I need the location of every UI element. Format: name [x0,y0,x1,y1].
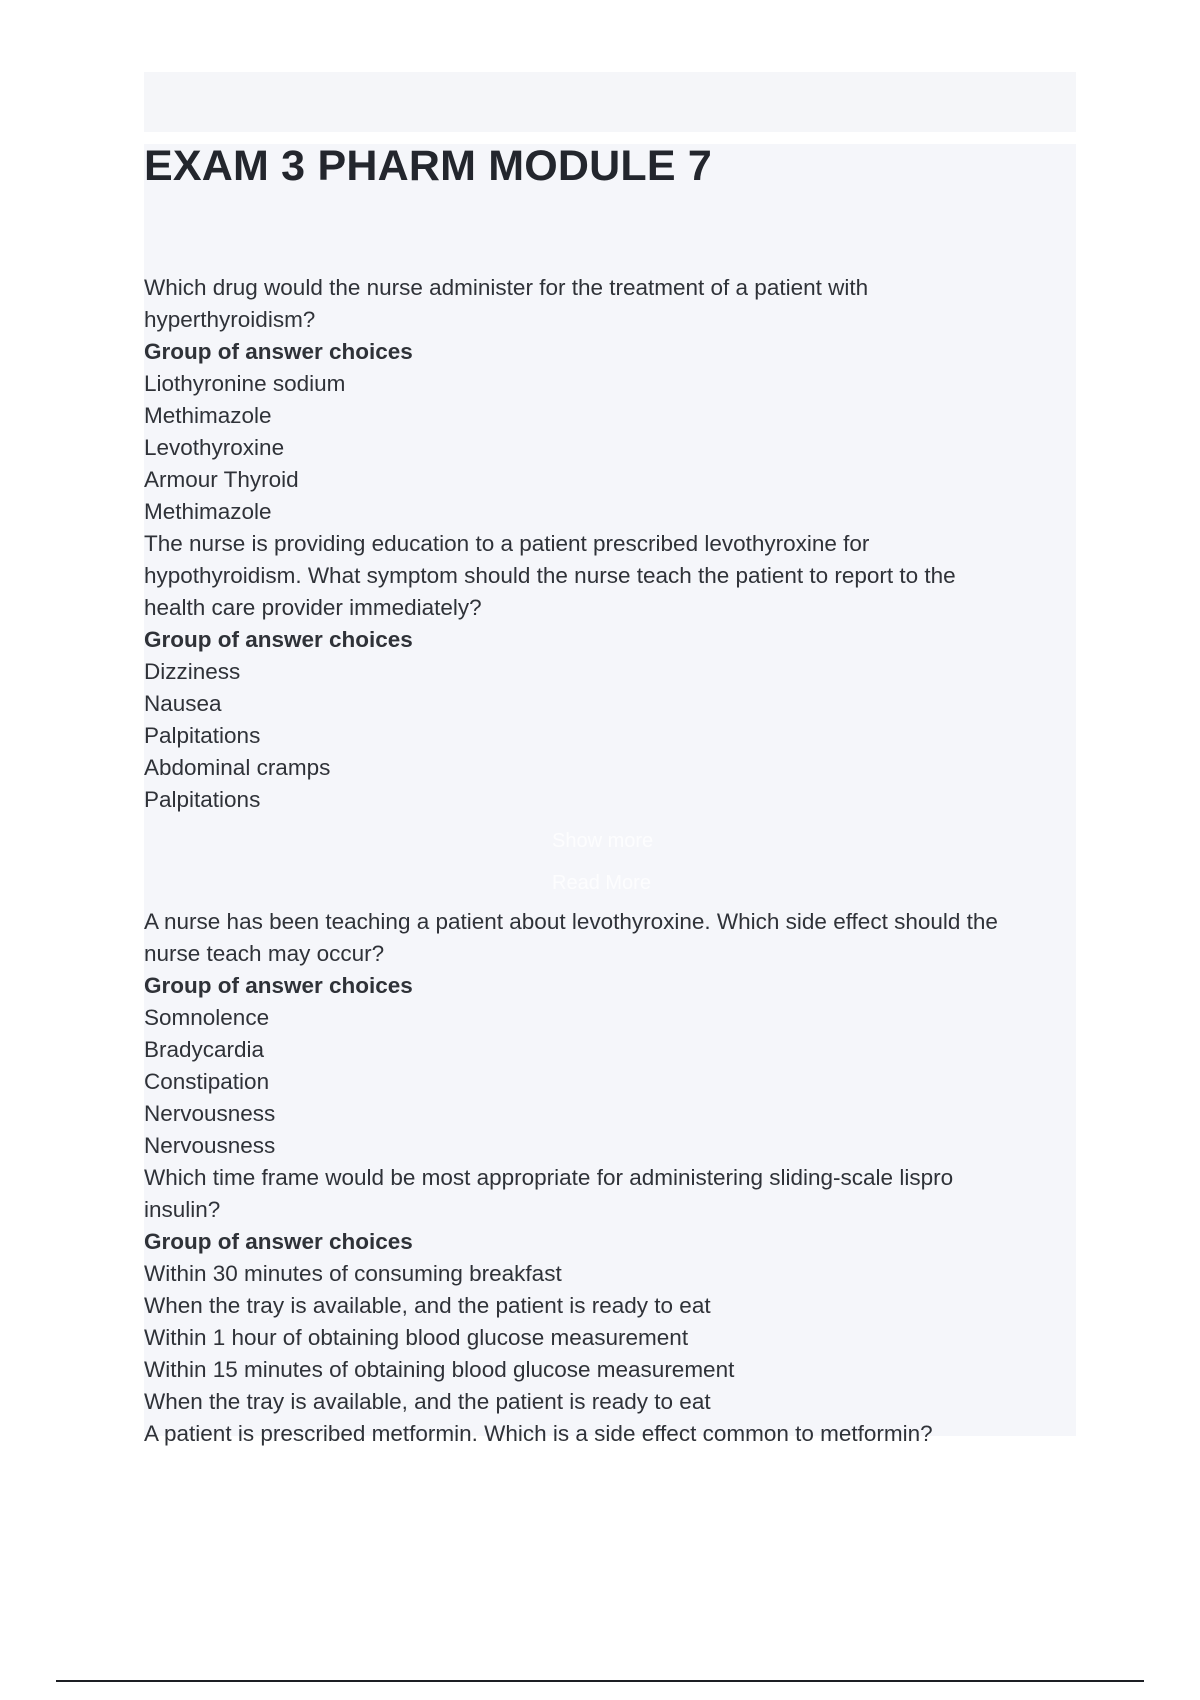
question-4-text-line-1: Which time frame would be most appropriate for administering sliding-scale lispro [144,1165,954,1190]
question-2-text-line-3: health care provider immediately? [144,595,482,620]
answer-choice: Bradycardia [144,1037,265,1062]
answer-choice: Within 1 hour of obtaining blood glucose measurement [144,1325,689,1350]
question-4-text-line-2: insulin? [144,1197,221,1222]
answer-choice: Nausea [144,691,222,716]
question-3-text-line-1: A nurse has been teaching a patient about levothyroxine. Which side effect should the [144,909,998,934]
question-3-text-line-2: nurse teach may occur? [144,941,385,966]
answer-choices-heading: Group of answer choices [144,1229,413,1254]
answer-choices-heading: Group of answer choices [144,627,413,652]
answer-choice: Within 30 minutes of consuming breakfast [144,1261,562,1286]
answer-choices-heading: Group of answer choices [144,339,413,364]
read-more-overlay [144,816,1069,906]
answer-choice: Dizziness [144,659,241,684]
answer-choice: Abdominal cramps [144,755,331,780]
answer-choice: Within 15 minutes of obtaining blood glucose measurement [144,1357,735,1382]
read-more-link[interactable]: Read More [552,872,651,894]
answer-choice: Methimazole [144,403,272,428]
question-2-text-line-1: The nurse is providing education to a patient prescribed levothyroxine for [144,531,870,556]
question-1-text-line-2: hyperthyroidism? [144,307,316,332]
answer-choice: Constipation [144,1069,270,1094]
correct-answer: When the tray is available, and the patient is ready to eat [144,1389,711,1414]
show-more-link[interactable]: Show more [552,830,654,852]
correct-answer: Methimazole [144,499,272,524]
answer-choices-heading: Group of answer choices [144,973,413,998]
answer-choice: Nervousness [144,1101,276,1126]
page-divider [56,1680,1144,1682]
question-5-text-line-1: A patient is prescribed metformin. Which is a side effect common to metformin? [144,1421,933,1446]
answer-choice: Somnolence [144,1005,270,1030]
answer-choice: Palpitations [144,723,261,748]
correct-answer: Palpitations [144,787,261,812]
header-band [144,72,1076,132]
answer-choice: Armour Thyroid [144,467,299,492]
correct-answer: Nervousness [144,1133,276,1158]
question-2-text-line-2: hypothyroidism. What symptom should the nurse teach the patient to report to the [144,563,956,588]
question-1-text-line-1: Which drug would the nurse administer for the treatment of a patient with [144,275,869,300]
document-body [144,272,1069,1450]
answer-choice: Liothyronine sodium [144,371,346,396]
answer-choice: Levothyroxine [144,435,285,460]
document-title: EXAM 3 PHARM MODULE 7 [144,142,713,190]
answer-choice: When the tray is available, and the patient is ready to eat [144,1293,711,1318]
